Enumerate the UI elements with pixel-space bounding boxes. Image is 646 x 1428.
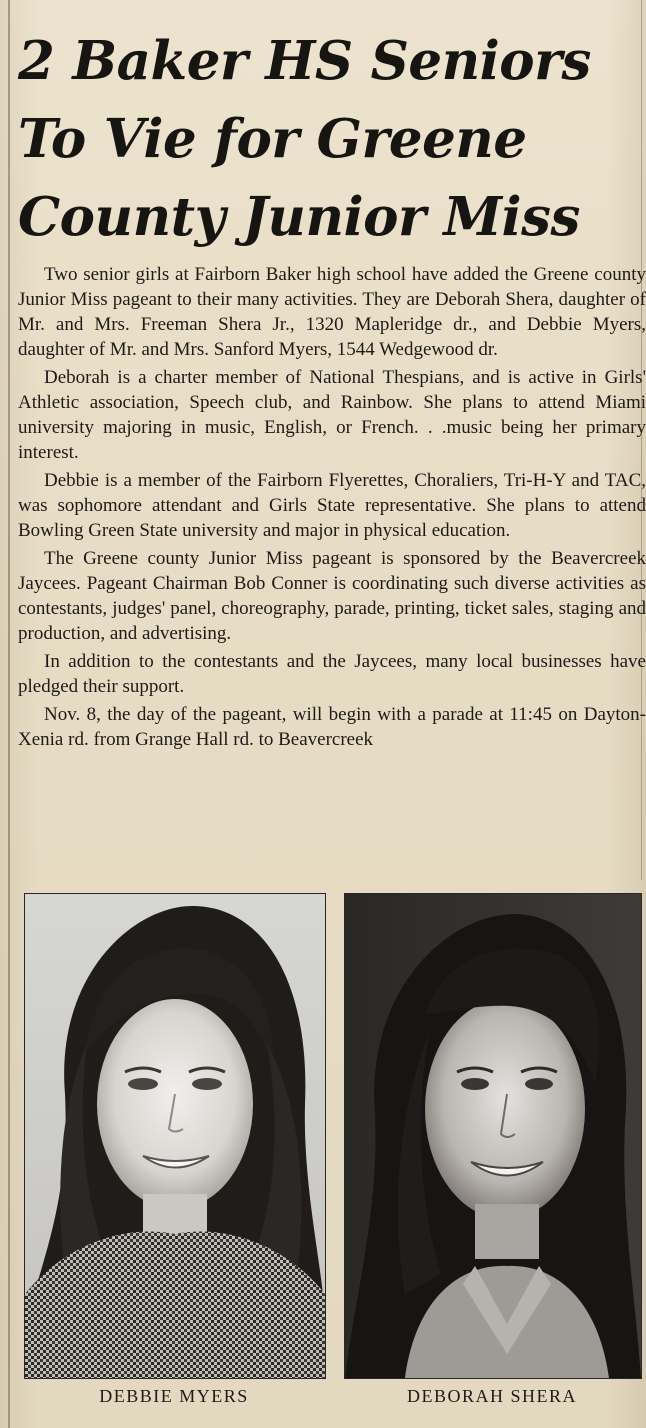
headline-line-3: County Junior Miss xyxy=(18,186,580,248)
caption-deborah-shera: DEBORAH SHERA xyxy=(406,1386,577,1406)
portrait-photo-left xyxy=(24,893,326,1379)
headline-line-2: To Vie for Greene xyxy=(18,108,527,170)
paragraph-debbie: Debbie is a member of the Fairborn Flyerettes, Choraliers, Tri-H-Y and TAC, was sophomore attendant and Girls State representative. She plans to attend Bowling Green State university and major in physical education. xyxy=(18,470,646,541)
portrait-right-image xyxy=(345,894,641,1378)
paragraph-support: In addition to the contestants and the Jaycees, many local businesses have pledged their support. xyxy=(18,651,646,697)
clipping-fold-line xyxy=(8,0,10,1428)
paragraph-parade: Nov. 8, the day of the pageant, will begin with a parade at 11:45 on Dayton-Xenia rd. from Grange Hall rd. to Beavercreek xyxy=(18,704,646,750)
portrait-photo-right xyxy=(344,893,642,1379)
article-body xyxy=(18,262,646,755)
caption-debbie-myers: DEBBIE MYERS xyxy=(99,1386,249,1406)
paragraph-intro: Two senior girls at Fairborn Baker high school have added the Greene county Junior Miss pageant to their many activities. They are Deborah Shera, daughter of Mr. and Mrs. Freeman Shera Jr., 1320 Mapleridge dr., and Debbie Myers, daughter of Mr. and Mrs. Sanford Myers, 1544 Wedgewood dr. xyxy=(18,264,646,360)
paragraph-deborah: Deborah is a charter member of National Thespians, and is active in Girls' Athletic association, Speech club, and Rainbow. She plans to attend Miami university majoring in music, English, or French. . .music being her primary interest. xyxy=(18,367,646,463)
portrait-left-image xyxy=(25,894,325,1378)
headline-line-1: 2 Baker HS Seniors xyxy=(18,30,591,92)
paragraph-sponsor: The Greene county Junior Miss pageant is sponsored by the Beavercreek Jaycees. Pageant Chairman Bob Conner is coordinating such diverse activities as contestants, judges' panel, choreography, parade, printing, ticket sales, staging and production, and advertising. xyxy=(18,548,646,644)
headline xyxy=(18,22,643,256)
